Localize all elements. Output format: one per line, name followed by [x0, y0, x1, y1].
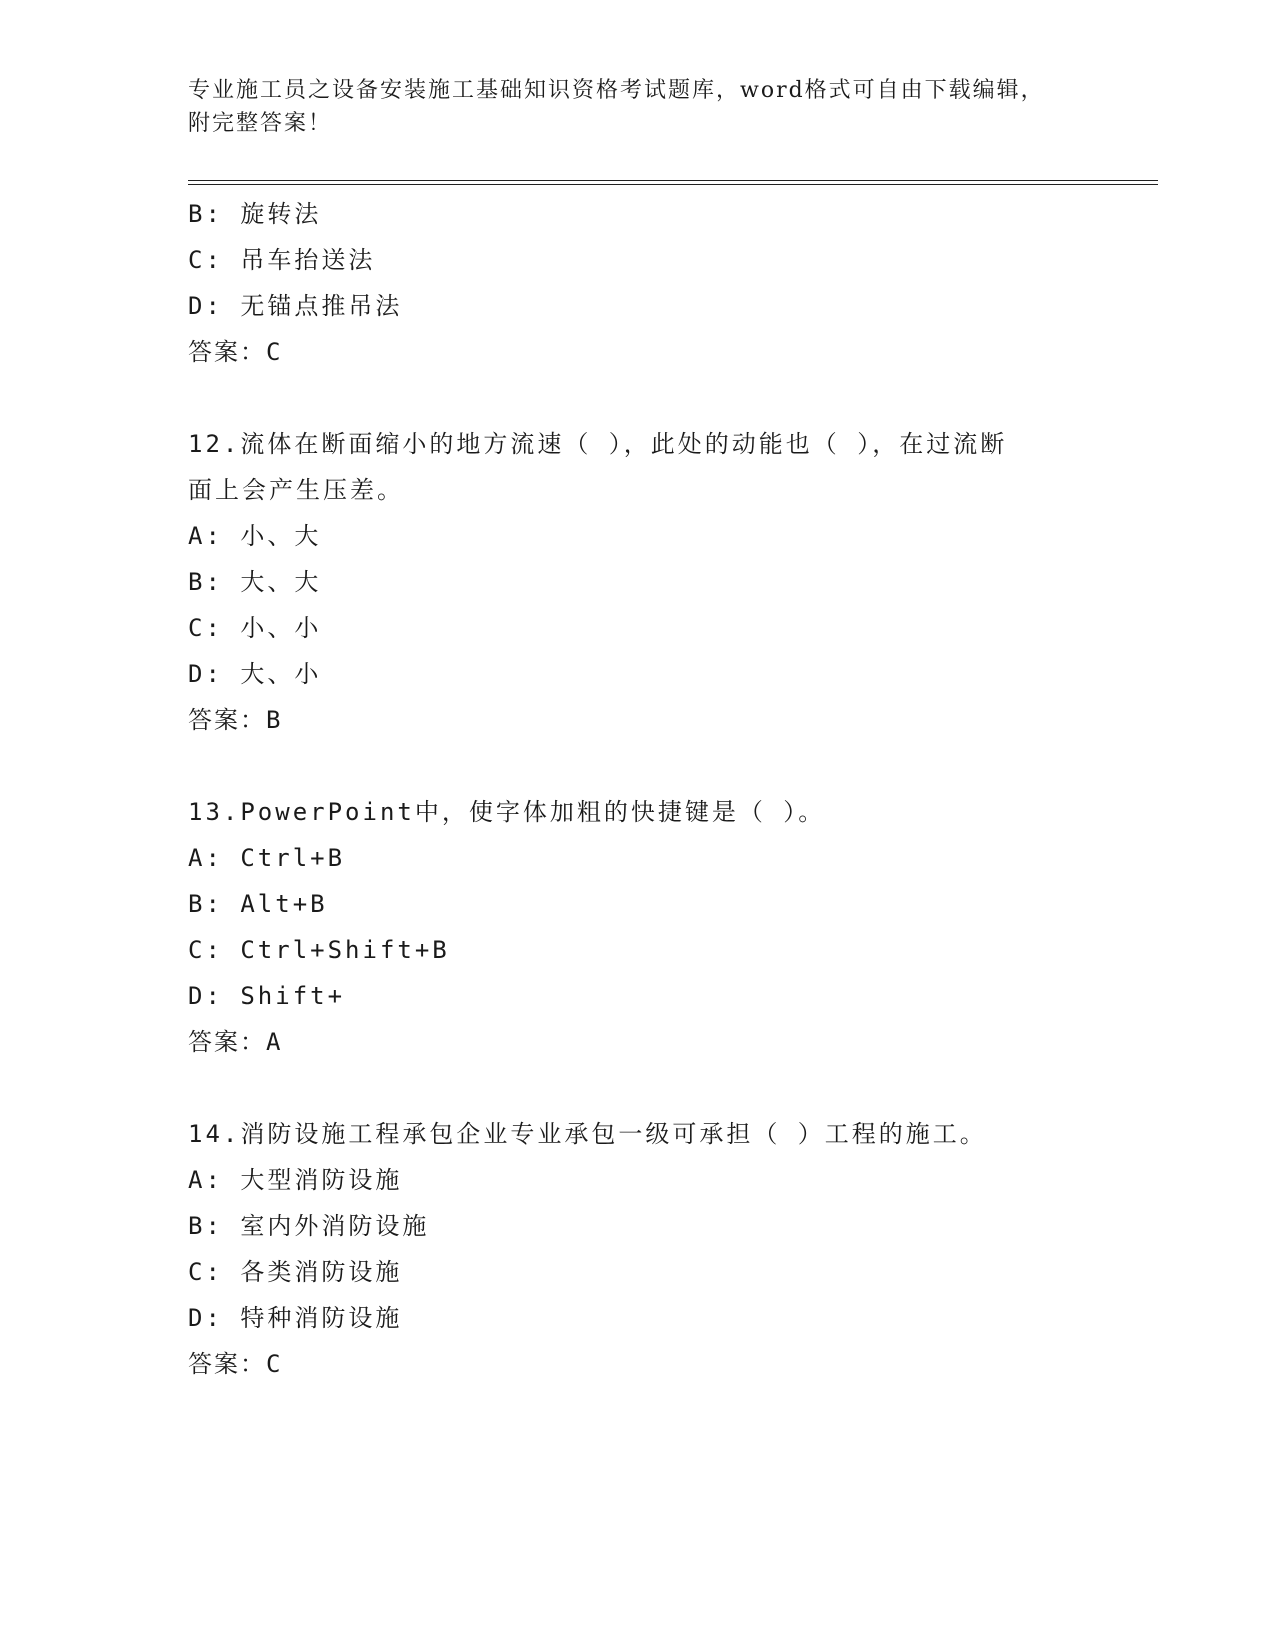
option-c: C: 各类消防设施	[188, 1258, 403, 1286]
option-b: B: 旋转法	[188, 200, 322, 228]
question-12	[188, 421, 1088, 743]
spacer	[188, 1065, 1088, 1111]
option-d: D: 无锚点推吊法	[188, 292, 403, 320]
header-divider-top	[188, 180, 1158, 181]
option-d: D: Shift+	[188, 982, 346, 1010]
option-b: B: 室内外消防设施	[188, 1212, 430, 1240]
option-b: B: 大、大	[188, 568, 322, 596]
option-a: A: Ctrl+B	[188, 844, 346, 872]
question-stem: 12.流体在断面缩小的地方流速（ ），此处的动能也（ ），在过流断	[188, 430, 1008, 458]
question-stem: 13.PowerPoint中，使字体加粗的快捷键是（ ）。	[188, 798, 826, 826]
option-a: A: 大型消防设施	[188, 1166, 403, 1194]
option-d: D: 大、小	[188, 660, 322, 688]
question-stem: 14.消防设施工程承包企业专业承包一级可承担（ ）工程的施工。	[188, 1120, 987, 1148]
option-c: C: 吊车抬送法	[188, 246, 376, 274]
question-13	[188, 789, 1088, 1065]
header-line-1: 专业施工员之设备安装施工基础知识资格考试题库，word格式可自由下载编辑，	[188, 78, 1045, 103]
option-c: C: Ctrl+Shift+B	[188, 936, 450, 964]
header-line-2: 附完整答案！	[188, 111, 333, 136]
option-a: A: 小、大	[188, 522, 322, 550]
question-list	[188, 191, 1088, 1387]
spacer	[188, 375, 1088, 421]
spacer	[188, 743, 1088, 789]
answer-line: 答案：A	[188, 1028, 283, 1056]
option-d: D: 特种消防设施	[188, 1304, 403, 1332]
option-c: C: 小、小	[188, 614, 322, 642]
question-stem-continued: 面上会产生压差。	[188, 476, 404, 504]
answer-line: 答案：C	[188, 1350, 283, 1378]
document-header	[188, 74, 1088, 140]
answer-line: 答案：C	[188, 338, 283, 366]
question-11-continued	[188, 191, 1088, 375]
option-b: B: Alt+B	[188, 890, 328, 918]
question-14	[188, 1111, 1088, 1387]
header-divider-bottom	[188, 184, 1158, 185]
answer-line: 答案：B	[188, 706, 283, 734]
